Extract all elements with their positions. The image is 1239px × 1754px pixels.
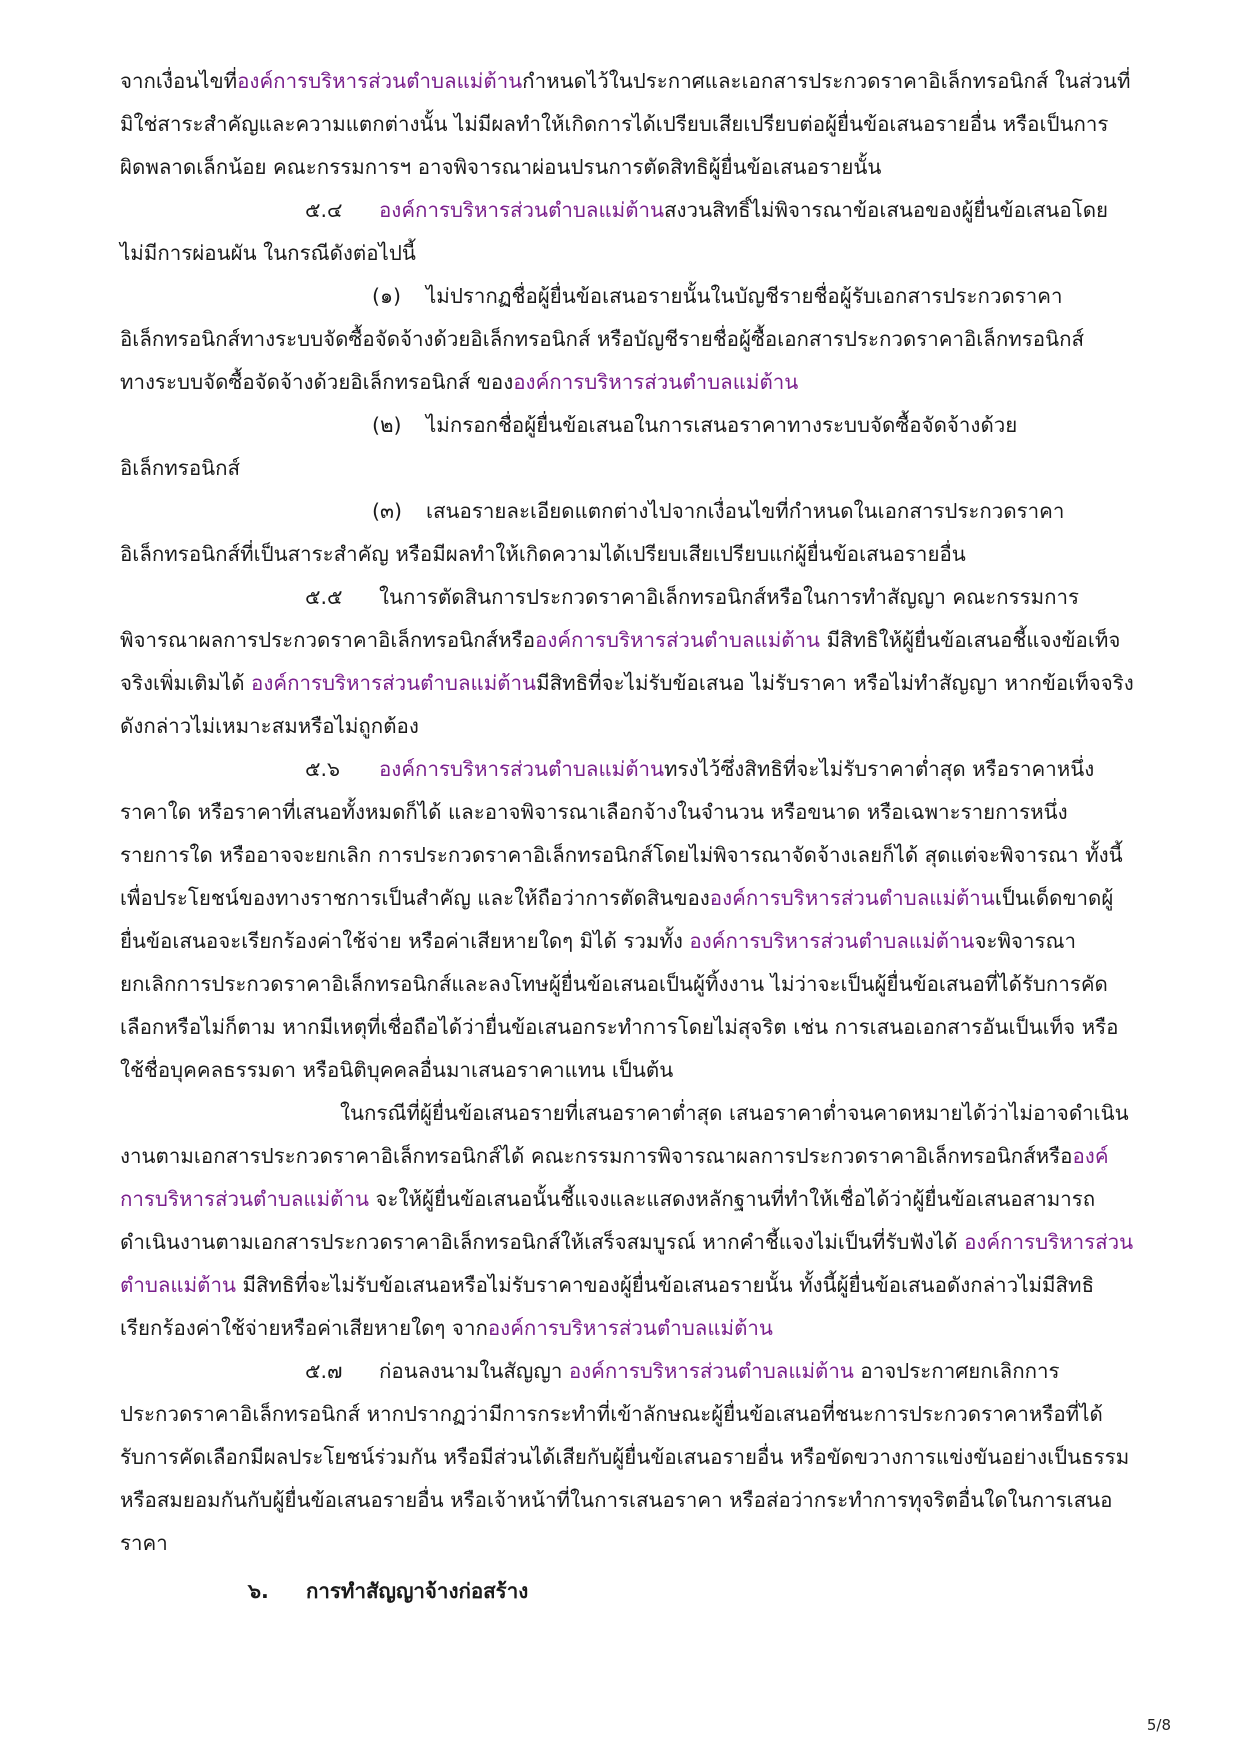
org-name: องค์การบริหารส่วนตำบลแม่ต้าน bbox=[379, 757, 665, 781]
heading-title: การทำสัญญาจ้างก่อสร้าง bbox=[306, 1579, 529, 1603]
text-line: รับการคัดเลือกมีผลประโยชน์ร่วมกัน หรือมีส่วนได้เสียกับผู้ยื่นข้อเสนอรายอื่น หรือขัดขวางการแข่งขันอย่างเป็นธรรม bbox=[120, 1445, 1130, 1469]
text-line: ใช้ชื่อบุคคลธรรมดา หรือนิติบุคคลอื่นมาเสนอราคาแทน เป็นต้น bbox=[120, 1058, 674, 1082]
item-2: (๒) ไม่กรอกชื่อผู้ยื่นข้อเสนอในการเสนอราคาทางระบบจัดซื้อจัดจ้างด้วย bbox=[372, 413, 1018, 437]
text-line: อิเล็กทรอนิกส์ที่เป็นสาระสำคัญ หรือมีผลทำให้เกิดความได้เปรียบเสียเปรียบแก่ผู้ยื่นข้อเสนอรายอื่น bbox=[120, 542, 966, 566]
section-5-6: ๕.๖ องค์การบริหารส่วนตำบลแม่ต้านทรงไว้ซึ่งสิทธิที่จะไม่รับราคาต่ำสุด หรือราคาหนึ่ง bbox=[305, 757, 1095, 781]
org-name: องค์การบริหารส่วนตำบลแม่ต้าน bbox=[689, 929, 975, 953]
text-line: ไม่มีการผ่อนผัน ในกรณีดังต่อไปนี้ bbox=[120, 241, 416, 265]
section-5-4: ๕.๔ องค์การบริหารส่วนตำบลแม่ต้านสงวนสิทธิ์ไม่พิจารณาข้อเสนอของผู้ยื่นข้อเสนอโดย bbox=[305, 198, 1109, 222]
text-line: อิเล็กทรอนิกส์ทางระบบจัดซื้อจัดจ้างด้วยอิเล็กทรอนิกส์ หรือบัญชีรายชื่อผู้ซื้อเอกสารประกวดราคาอิเล็กทรอนิกส์ bbox=[120, 327, 1085, 351]
text-line: การบริหารส่วนตำบลแม่ต้าน จะให้ผู้ยื่นข้อเสนอนั้นชี้แจงและแสดงหลักฐานที่ทำให้เชื่อได้ว่าผู้ยื่นข้อเสนอสามารถ bbox=[120, 1187, 1096, 1211]
text-line: ผิดพลาดเล็กน้อย คณะกรรมการฯ อาจพิจารณาผ่อนปรนการตัดสิทธิผู้ยื่นข้อเสนอรายนั้น bbox=[120, 155, 882, 179]
text-line: อิเล็กทรอนิกส์ bbox=[120, 456, 241, 480]
text-line: พิจารณาผลการประกวดราคาอิเล็กทรอนิกส์หรือองค์การบริหารส่วนตำบลแม่ต้าน มีสิทธิให้ผู้ยื่นข้อเสนอชี้แจงข้อเท็จ bbox=[120, 628, 1121, 652]
text-line: ดำเนินงานตามเอกสารประกวดราคาอิเล็กทรอนิกส์ให้เสร็จสมบูรณ์ หากคำชี้แจงไม่เป็นที่รับฟังได้ องค์การบริหารส่วน bbox=[120, 1230, 1134, 1254]
text-line: เลือกหรือไม่ก็ตาม หากมีเหตุที่เชื่อถือได้ว่ายื่นข้อเสนอกระทำการโดยไม่สุจริต เช่น การเสนอเอกสารอันเป็นเท็จ หรือ bbox=[120, 1015, 1119, 1039]
text-line: หรือสมยอมกันกับผู้ยื่นข้อเสนอรายอื่น หรือเจ้าหน้าที่ในการเสนอราคา หรือส่อว่ากระทำการทุจริตอื่นใดในการเสนอ bbox=[120, 1488, 1113, 1512]
text-line: จากเงื่อนไขที่องค์การบริหารส่วนตำบลแม่ต้านกำหนดไว้ในประกาศและเอกสารประกวดราคาอิเล็กทรอนิกส์ ในส่วนที่ bbox=[120, 69, 1131, 93]
org-name: องค์การบริหารส่วนตำบลแม่ต้าน bbox=[379, 198, 665, 222]
org-name: องค์การบริหารส่วนตำบลแม่ต้าน bbox=[535, 628, 821, 652]
text-line: เพื่อประโยชน์ของทางราชการเป็นสำคัญ และให้ถือว่าการตัดสินขององค์การบริหารส่วนตำบลแม่ต้านเป็นเด็ดขาดผู้ bbox=[120, 886, 1114, 910]
item-3: (๓) เสนอรายละเอียดแตกต่างไปจากเงื่อนไขที่กำหนดในเอกสารประกวดราคา bbox=[372, 499, 1065, 523]
org-name: องค์การบริหารส่วนตำบลแม่ต้าน bbox=[237, 69, 523, 93]
paragraph-start: ในกรณีที่ผู้ยื่นข้อเสนอรายที่เสนอราคาต่ำสุด เสนอราคาต่ำจนคาดหมายได้ว่าไม่อาจดำเนิน bbox=[340, 1101, 1129, 1125]
text-line: รายการใด หรืออาจจะยกเลิก การประกวดราคาอิเล็กทรอนิกส์โดยไม่พิจารณาจัดจ้างเลยก็ได้ สุดแต่จะพิจารณา ทั้งนี้ bbox=[120, 843, 1123, 867]
text-line: เรียกร้องค่าใช้จ่ายหรือค่าเสียหายใดๆ จากองค์การบริหารส่วนตำบลแม่ต้าน bbox=[120, 1316, 773, 1340]
text-line: งานตามเอกสารประกวดราคาอิเล็กทรอนิกส์ได้ คณะกรรมการพิจารณาผลการประกวดราคาอิเล็กทรอนิกส์หรือองค์ bbox=[120, 1144, 1109, 1168]
text-line: จริงเพิ่มเติมได้ องค์การบริหารส่วนตำบลแม่ต้านมีสิทธิที่จะไม่รับข้อเสนอ ไม่รับราคา หรือไม่ทำสัญญา หากข้อเท็จจริง bbox=[120, 671, 1134, 695]
text-line: มิใช่สาระสำคัญและความแตกต่างนั้น ไม่มีผลทำให้เกิดการได้เปรียบเสียเปรียบต่อผู้ยื่นข้อเสนอรายอื่น หรือเป็นการ bbox=[120, 112, 1109, 136]
text-line: ยื่นข้อเสนอจะเรียกร้องค่าใช้จ่าย หรือค่าเสียหายใดๆ มิได้ รวมทั้ง องค์การบริหารส่วนตำบลแม่ต้านจะพิจารณา bbox=[120, 929, 1077, 953]
org-name: องค์การบริหารส่วนตำบลแม่ต้าน bbox=[709, 886, 995, 910]
item-1: (๑) ไม่ปรากฏชื่อผู้ยื่นข้อเสนอรายนั้นในบัญชีรายชื่อผู้รับเอกสารประกวดราคา bbox=[372, 284, 1063, 308]
text-line: ทางระบบจัดซื้อจัดจ้างด้วยอิเล็กทรอนิกส์ ขององค์การบริหารส่วนตำบลแม่ต้าน bbox=[120, 370, 799, 394]
text-line: ราคาใด หรือราคาที่เสนอทั้งหมดก็ได้ และอาจพิจารณาเลือกจ้างในจำนวน หรือขนาด หรือเฉพาะรายการหนึ่ง bbox=[120, 800, 1068, 824]
page-number: 5/8 bbox=[1146, 1716, 1171, 1734]
org-name: องค์การบริหารส่วนตำบลแม่ต้าน bbox=[568, 1359, 854, 1383]
text-line: ราคา bbox=[120, 1531, 168, 1555]
text-line: ยกเลิกการประกวดราคาอิเล็กทรอนิกส์และลงโทษผู้ยื่นข้อเสนอเป็นผู้ทิ้งงาน ไม่ว่าจะเป็นผู้ยื่นข้อเสนอที่ได้รับการคัด bbox=[120, 972, 1108, 996]
section-heading bbox=[248, 1578, 528, 1604]
org-name: องค์การบริหารส่วนตำบลแม่ต้าน bbox=[251, 671, 537, 695]
org-name: องค์การบริหารส่วนตำบลแม่ต้าน bbox=[487, 1316, 773, 1340]
section-5-5: ๕.๕ ในการตัดสินการประกวดราคาอิเล็กทรอนิกส์หรือในการทำสัญญา คณะกรรมการ bbox=[305, 585, 1080, 609]
org-name: องค์การบริหารส่วนตำบลแม่ต้าน bbox=[513, 370, 799, 394]
text-line: ดังกล่าวไม่เหมาะสมหรือไม่ถูกต้อง bbox=[120, 714, 419, 738]
text-line: ประกวดราคาอิเล็กทรอนิกส์ หากปรากฏว่ามีการกระทำที่เข้าลักษณะผู้ยื่นข้อเสนอที่ชนะการประกวดราคาหรือที่ได้ bbox=[120, 1402, 1103, 1426]
section-5-7: ๕.๗ ก่อนลงนามในสัญญา องค์การบริหารส่วนตำบลแม่ต้าน อาจประกาศยกเลิกการ bbox=[305, 1359, 1060, 1383]
text-line: ตำบลแม่ต้าน มีสิทธิที่จะไม่รับข้อเสนอหรือไม่รับราคาของผู้ยื่นข้อเสนอรายนั้น ทั้งนี้ผู้ยื่นข้อเสนอดังกล่าวไม่มีสิทธิ bbox=[120, 1273, 1095, 1297]
heading-number: ๖. bbox=[248, 1579, 269, 1603]
